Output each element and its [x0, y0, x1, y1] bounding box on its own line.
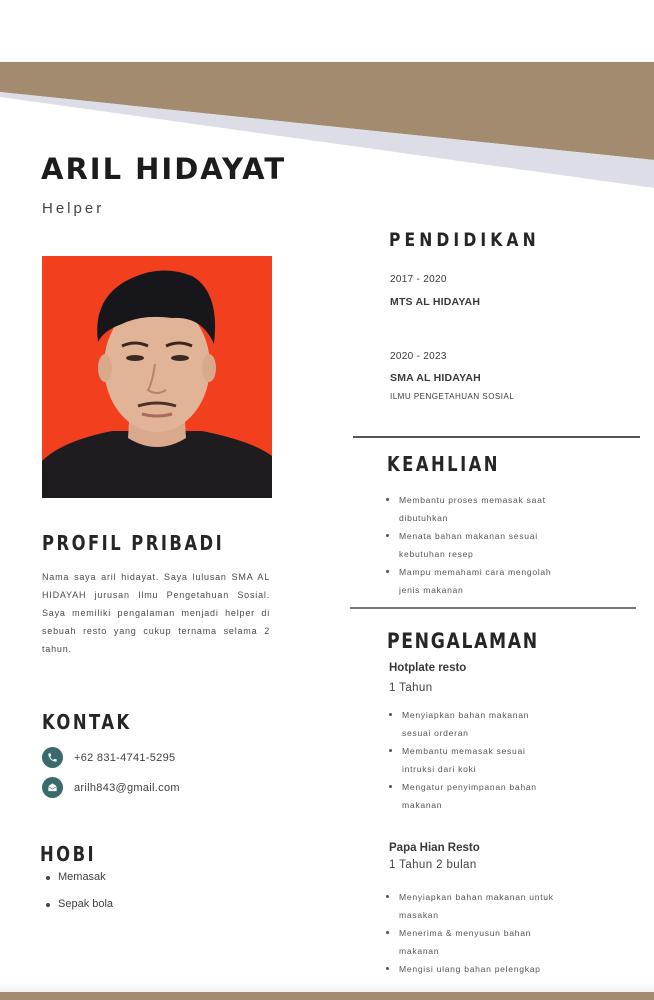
bullet-icon	[386, 498, 389, 501]
education-years: 2020 - 2023	[390, 351, 447, 362]
section-divider	[353, 436, 640, 438]
job-tasks-list	[389, 706, 537, 814]
mail-icon	[42, 777, 63, 798]
contact-section-title: KONTAK	[42, 710, 132, 734]
skills-section-title: KEAHLIAN	[387, 452, 500, 476]
bullet-icon	[386, 895, 389, 898]
footer-shadow	[0, 982, 654, 992]
bullet-icon	[46, 876, 50, 880]
skill-item: Membantu proses memasak saat dibutuhkan	[386, 491, 551, 527]
phone-icon	[42, 747, 63, 768]
candidate-name: ARIL HIDAYAT	[41, 152, 287, 186]
education-section-title: PENDIDIKAN	[389, 229, 540, 251]
job-task: Mengatur penyimpanan bahan makanan	[389, 778, 537, 814]
education-years: 2017 - 2020	[390, 274, 447, 285]
footer-band	[0, 992, 654, 1000]
education-major: ILMU PENGETAHUAN SOSIAL	[390, 392, 515, 401]
job-task: Menyiapkan bahan makanan untuk masakan	[386, 888, 554, 924]
candidate-role: Helper	[42, 200, 105, 217]
bullet-icon	[386, 534, 389, 537]
job-task: Menyiapkan bahan makanan sesuai orderan	[389, 706, 537, 742]
job-place: Hotplate resto	[389, 662, 467, 674]
hobby-item: Sepak bola	[46, 898, 113, 925]
hobby-list	[46, 871, 113, 925]
skill-item: Menata bahan makanan sesuai kebutuhan resep	[386, 527, 551, 563]
skills-list	[386, 491, 551, 599]
profile-text: Nama saya aril hidayat. Saya lulusan SMA AL HIDAYAH jurusan Ilmu Pengetahuan Sosial. Saya memiliki pengalaman menjadi helper di sebuah resto yang cukup ternama selama 2 tahun.	[42, 572, 270, 654]
bullet-icon	[386, 967, 389, 970]
portrait-illustration	[42, 256, 272, 498]
profile-photo	[42, 256, 272, 498]
education-school: SMA AL HIDAYAH	[390, 372, 481, 384]
email-address[interactable]: arilh843@gmail.com	[74, 781, 180, 794]
job-tasks-list	[386, 888, 554, 978]
profile-section-title: PROFIL PRIBADI	[42, 531, 225, 555]
contact-email	[42, 777, 180, 798]
section-divider	[350, 607, 636, 609]
contact-phone	[42, 747, 175, 768]
job-place: Papa Hian Resto	[389, 842, 480, 854]
bullet-icon	[389, 749, 392, 752]
hobby-item: Memasak	[46, 871, 113, 898]
bullet-icon	[386, 570, 389, 573]
phone-number[interactable]: +62 831-4741-5295	[74, 751, 176, 764]
job-task: Mengisi ulang bahan pelengkap	[386, 960, 554, 978]
skill-item: Mampu memahami cara mengolah jenis makanan	[386, 563, 551, 599]
job-duration: 1 Tahun	[389, 682, 433, 694]
bullet-icon	[389, 713, 392, 716]
experience-section-title: PENGALAMAN	[387, 629, 539, 653]
bullet-icon	[46, 903, 50, 907]
job-task: Membantu memasak sesuai intruksi dari koki	[389, 742, 537, 778]
job-task: Menerima & menyusun bahan makanan	[386, 924, 554, 960]
job-duration: 1 Tahun 2 bulan	[389, 859, 477, 871]
bullet-icon	[389, 785, 392, 788]
bullet-icon	[386, 931, 389, 934]
education-school: MTS AL HIDAYAH	[390, 296, 481, 308]
hobby-section-title: HOBI	[40, 842, 97, 866]
